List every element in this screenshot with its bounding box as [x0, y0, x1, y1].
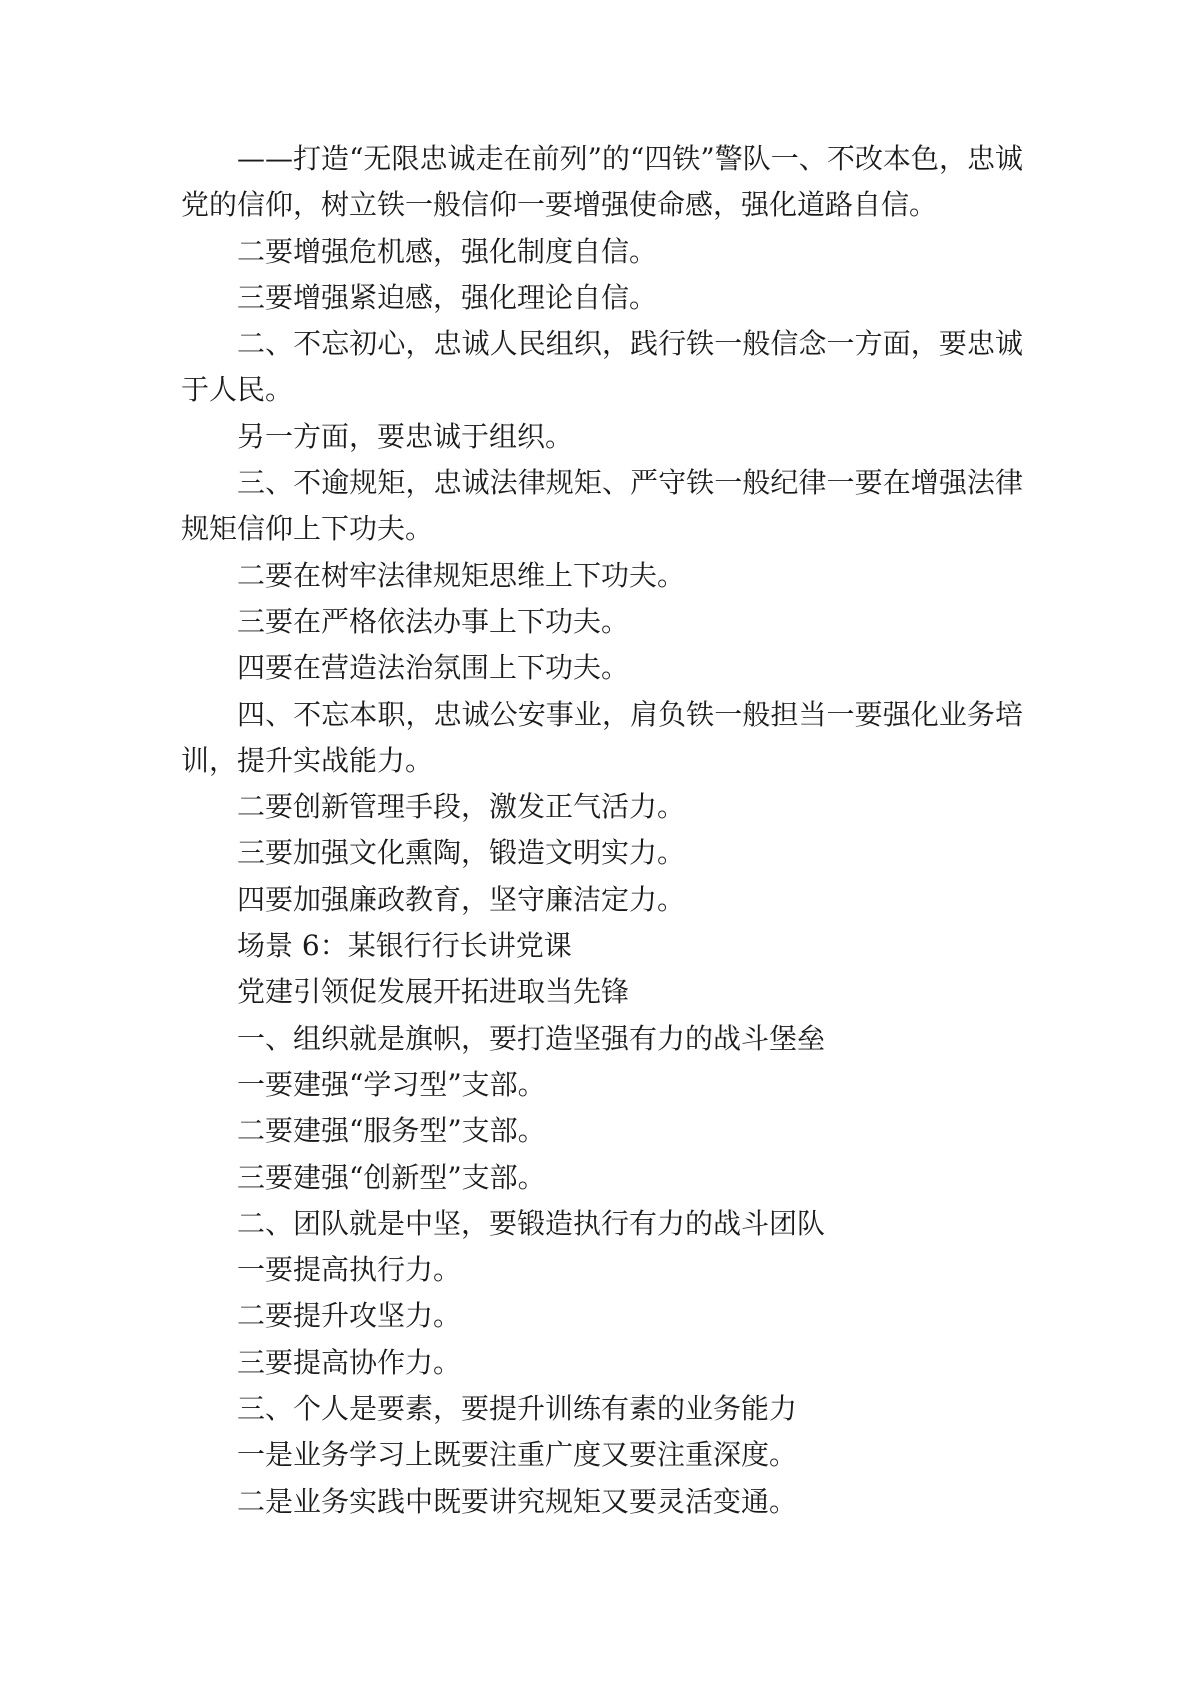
paragraph: 二是业务实践中既要讲究规矩又要灵活变通。 [237, 1484, 798, 1518]
paragraph: 二要增强危机感，强化制度自信。 [237, 234, 658, 268]
paragraph: ——打造“无限忠诚走在前列”的“四铁”警队一、不改本色，忠诚党的信仰，树立铁一般信仰一要增强使命感，强化道路自信。 [181, 142, 1023, 222]
paragraph: 二、团队就是中坚，要锻造执行有力的战斗团队 [237, 1206, 826, 1240]
paragraph: 三要建强“创新型”支部。 [237, 1160, 546, 1194]
paragraph: 二要在树牢法律规矩思维上下功夫。 [237, 558, 686, 592]
section-heading: 场景 6：某银行行长讲党课 [237, 929, 572, 963]
paragraph: 一、组织就是旗帜，要打造坚强有力的战斗堡垒 [237, 1021, 826, 1055]
paragraph: 三、不逾规矩，忠诚法律规矩、严守铁一般纪律一要在增强法律规矩信仰上下功夫。 [181, 466, 1023, 546]
section-title: 党建引领促发展开拓进取当先锋 [237, 975, 630, 1009]
paragraph: 二要提升攻坚力。 [237, 1299, 462, 1333]
paragraph: 二要创新管理手段，激发正气活力。 [237, 790, 686, 824]
paragraph: 三要增强紧迫感，强化理论自信。 [237, 280, 658, 314]
paragraph: 二要建强“服务型”支部。 [237, 1114, 546, 1148]
paragraph: 三要加强文化熏陶，锻造文明实力。 [237, 836, 686, 870]
paragraph: 一是业务学习上既要注重广度又要注重深度。 [237, 1438, 798, 1472]
document-page [181, 136, 1023, 1525]
paragraph: 一要提高执行力。 [237, 1253, 462, 1287]
paragraph: 四要在营造法治氛围上下功夫。 [237, 651, 630, 685]
paragraph: 另一方面，要忠诚于组织。 [237, 419, 574, 453]
paragraph: 四、不忘本职，忠诚公安事业，肩负铁一般担当一要强化业务培训，提升实战能力。 [181, 697, 1023, 777]
paragraph: 三、个人是要素，要提升训练有素的业务能力 [237, 1392, 798, 1426]
paragraph: 四要加强廉政教育，坚守廉洁定力。 [237, 882, 686, 916]
paragraph: 一要建强“学习型”支部。 [237, 1067, 546, 1101]
paragraph: 三要提高协作力。 [237, 1345, 462, 1379]
paragraph: 三要在严格依法办事上下功夫。 [237, 604, 630, 638]
paragraph: 二、不忘初心，忠诚人民组织，践行铁一般信念一方面，要忠诚于人民。 [181, 327, 1023, 407]
